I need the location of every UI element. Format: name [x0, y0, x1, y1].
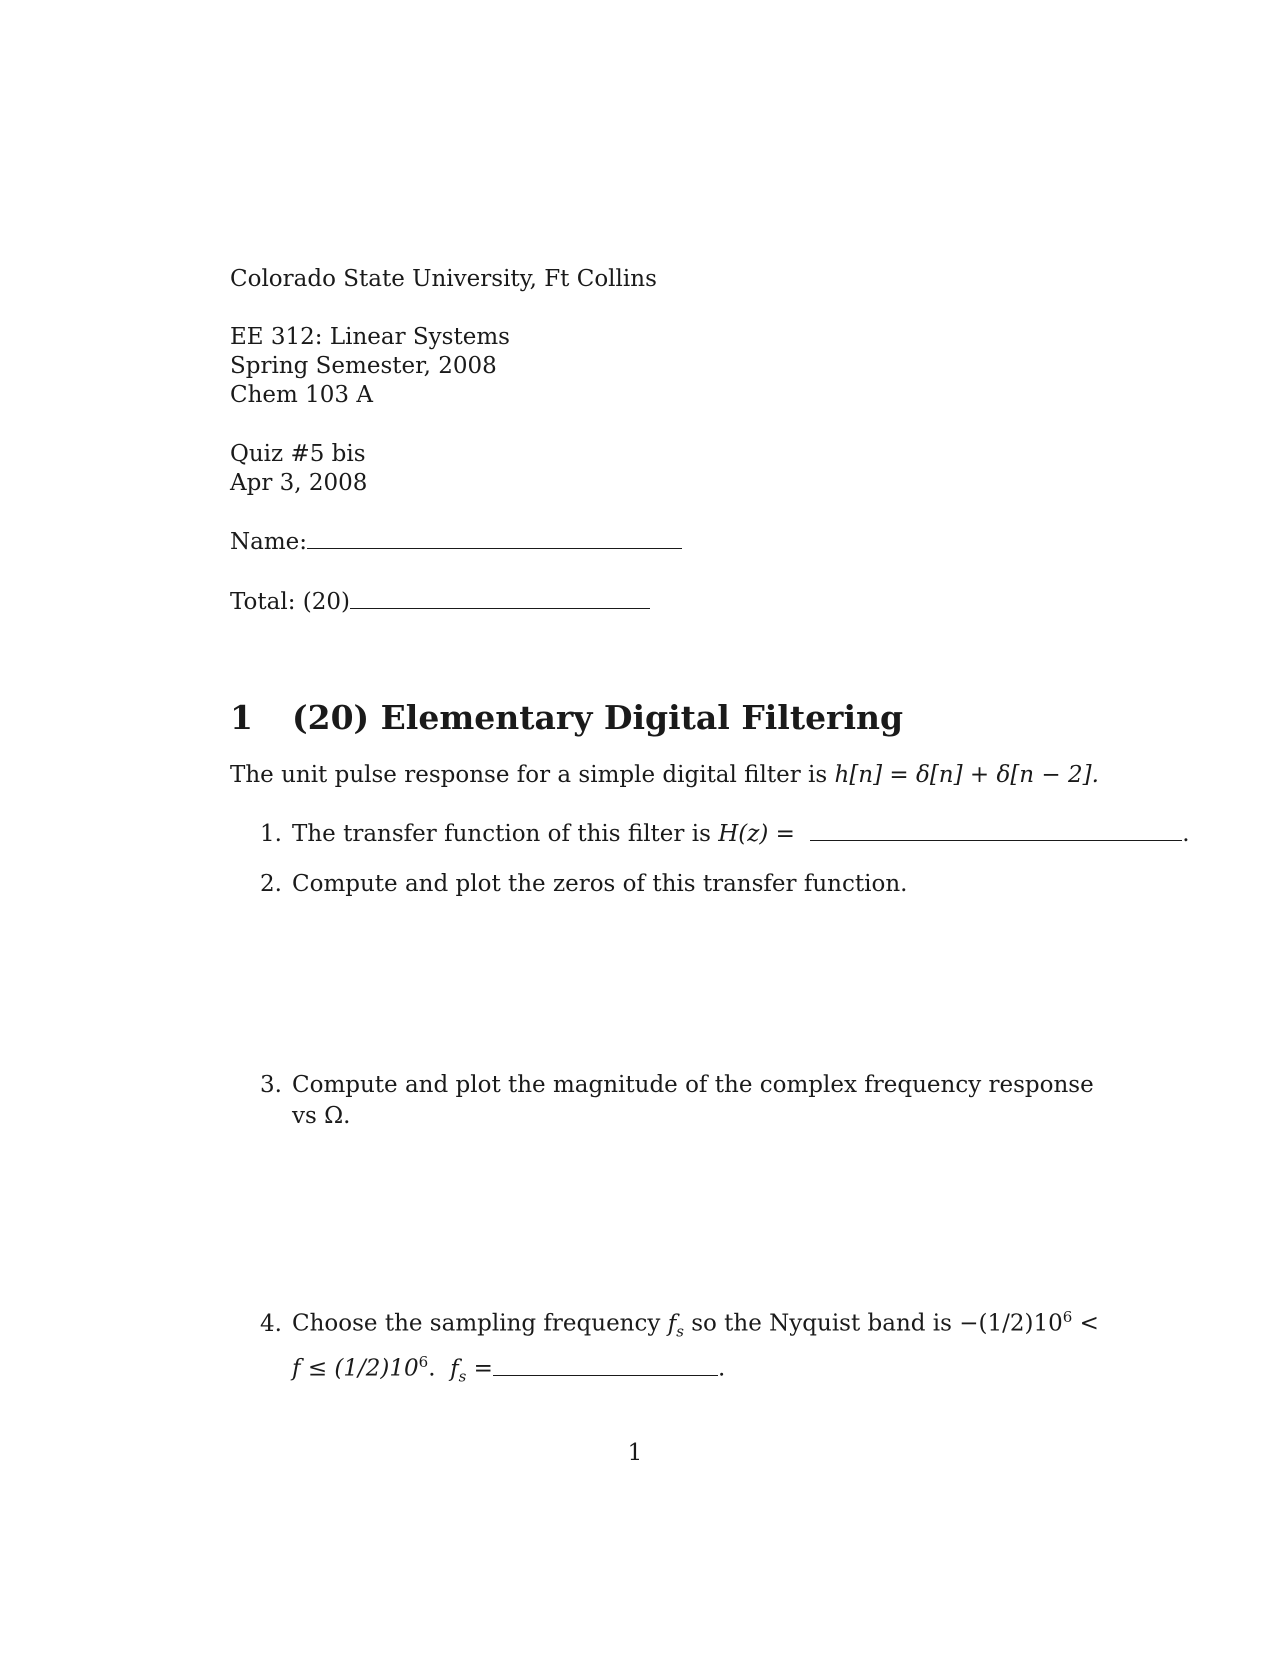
- name-label: Name:: [230, 529, 308, 555]
- item-marker: 3.: [260, 1072, 282, 1098]
- exponent: 6: [418, 1353, 429, 1372]
- list-item: [260, 1302, 1099, 1393]
- name-field[interactable]: [230, 526, 682, 557]
- band-upper: f ≤ (1/2)10: [292, 1355, 419, 1382]
- course-title: EE 312: Linear Systems: [230, 324, 510, 350]
- fs-label: $f_s$: [450, 1355, 467, 1386]
- item-math: H(z) =: [718, 821, 795, 847]
- item-text-mid: so the Nyquist band is −(1/2)10: [691, 1310, 1063, 1337]
- total-label: Total: (20): [230, 589, 350, 615]
- list-item: [260, 869, 907, 900]
- item-marker: 1.: [260, 821, 282, 847]
- section-heading: [230, 698, 903, 737]
- section-number: 1: [230, 698, 253, 737]
- section-title: (20) Elementary Digital Filtering: [292, 698, 904, 737]
- item-text: Choose the sampling frequency: [292, 1310, 661, 1337]
- list-item: 1. The transfer function of this filter is H(z) = .: [260, 818, 1190, 850]
- item-continuation: vs Ω.: [292, 1103, 351, 1129]
- less-than: <: [1072, 1310, 1099, 1337]
- name-blank[interactable]: [307, 526, 682, 549]
- room: Chem 103 A: [230, 382, 373, 408]
- item-continuation: $f \le (1/2)10^6$. $f_s$ = .: [292, 1353, 726, 1386]
- item-text: Compute and plot the magnitude of the complex frequency response: [292, 1072, 1094, 1098]
- semester: Spring Semester, 2008: [230, 353, 497, 379]
- intro-equation: h[n] = δ[n] + δ[n − 2].: [834, 762, 1099, 788]
- intro-text: The unit pulse response for a simple digital filter is: [230, 762, 828, 788]
- item-marker: 4.: [260, 1310, 282, 1337]
- intro-paragraph: [230, 762, 1099, 788]
- total-blank[interactable]: [350, 586, 650, 609]
- quiz-date: Apr 3, 2008: [230, 470, 368, 496]
- sampling-frequency-blank[interactable]: [493, 1353, 718, 1376]
- transfer-function-blank[interactable]: [810, 818, 1182, 841]
- total-field[interactable]: [230, 586, 650, 617]
- fs-equals: =: [466, 1355, 493, 1382]
- item-text: Compute and plot the zeros of this transfer function.: [292, 871, 908, 897]
- page-number: 1: [627, 1440, 643, 1466]
- list-item: [260, 1070, 1094, 1132]
- quiz-title: Quiz #5 bis: [230, 441, 366, 467]
- item-text: The transfer function of this filter is: [292, 821, 711, 847]
- exponent: 6: [1062, 1308, 1073, 1326]
- item-marker: 2.: [260, 871, 282, 897]
- fs-symbol: $f_s$: [667, 1310, 684, 1341]
- institution: Colorado State University, Ft Collins: [230, 266, 657, 292]
